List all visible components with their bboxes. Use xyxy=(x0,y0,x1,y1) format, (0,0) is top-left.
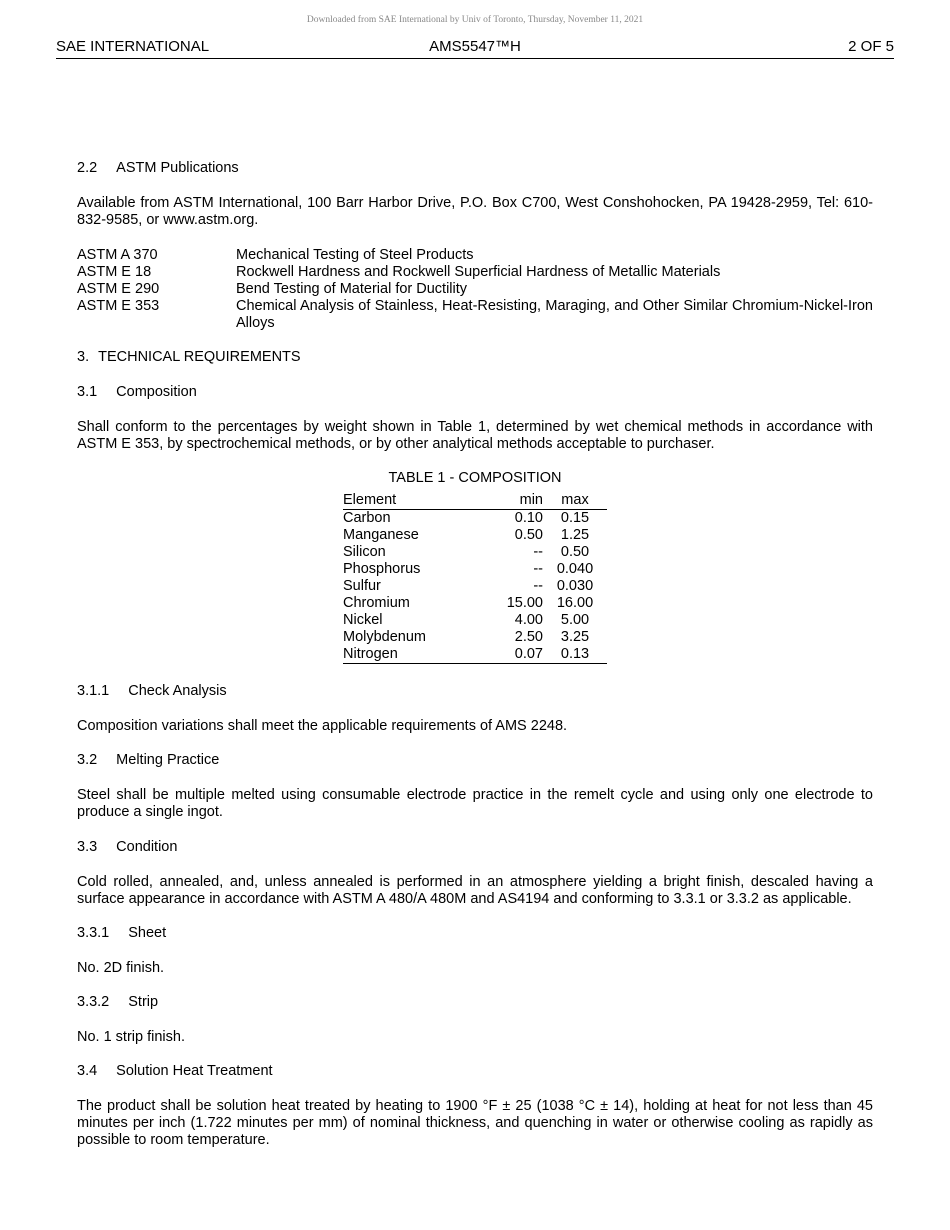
element-cell: Carbon xyxy=(343,510,391,526)
reference-code: ASTM E 290 xyxy=(77,281,160,297)
element-cell: Molybdenum xyxy=(343,629,427,645)
section-number: 3.3.2 xyxy=(77,994,110,1010)
section-3-3-2-text: No. 1 strip finish. xyxy=(77,1029,185,1045)
table-row xyxy=(343,595,607,612)
table-row xyxy=(343,544,607,561)
min-cell: 0.07 xyxy=(491,646,543,664)
composition-table xyxy=(343,492,607,664)
section-number: 3. xyxy=(77,349,90,365)
section-title: Strip xyxy=(128,994,159,1010)
table-row xyxy=(343,629,607,646)
section-2-2-heading xyxy=(77,160,239,177)
max-cell: 3.25 xyxy=(560,629,590,645)
section-title: Sheet xyxy=(128,925,167,941)
header-doc-number: AMS5547™H xyxy=(429,38,521,55)
min-cell: 2.50 xyxy=(514,629,543,645)
download-watermark: Downloaded from SAE International by Univ of Toronto, Thursday, November 11, 2021 xyxy=(306,15,644,25)
reference-title: Mechanical Testing of Steel Products xyxy=(236,247,474,263)
max-cell: 0.030 xyxy=(556,578,594,594)
section-3-1-1-text: Composition variations shall meet the applicable requirements of AMS 2248. xyxy=(77,718,568,734)
max-cell: 0.040 xyxy=(556,561,594,577)
section-title: Check Analysis xyxy=(128,683,227,699)
element-cell: Nickel xyxy=(343,612,383,628)
section-3-3-2-heading xyxy=(77,994,158,1011)
table-title: TABLE 1 - COMPOSITION xyxy=(388,470,562,486)
min-cell: -- xyxy=(533,578,543,594)
section-title: Solution Heat Treatment xyxy=(116,1063,273,1079)
max-cell: 0.13 xyxy=(543,646,607,664)
section-number: 3.4 xyxy=(77,1063,98,1079)
section-3-3-heading xyxy=(77,839,177,856)
section-3-2-text: Steel shall be multiple melted using consumable electrode practice in the remelt cycle and using only one electrode to produce a single ingot. xyxy=(77,787,873,820)
max-cell: 16.00 xyxy=(556,595,594,611)
section-3-3-1-text: No. 2D finish. xyxy=(77,960,165,976)
min-cell: 0.50 xyxy=(514,527,543,543)
min-cell: -- xyxy=(533,544,543,560)
max-cell: 0.15 xyxy=(560,510,590,526)
table-header-row xyxy=(343,492,607,510)
section-3-2-heading xyxy=(77,752,219,769)
max-cell: 1.25 xyxy=(560,527,590,543)
element-cell: Manganese xyxy=(343,527,419,543)
section-number: 3.3 xyxy=(77,839,98,855)
element-cell: Sulfur xyxy=(343,578,381,594)
element-cell: Chromium xyxy=(343,595,410,611)
element-cell: Nitrogen xyxy=(343,646,491,664)
section-2-2-text: Available from ASTM International, 100 Barr Harbor Drive, P.O. Box C700, West Conshohocken, PA 19428-2959, Tel: 610-832-9585, or www.astm.org. xyxy=(77,195,873,228)
header-page-number: 2 OF 5 xyxy=(848,38,894,55)
max-cell: 5.00 xyxy=(560,612,590,628)
section-3-4-heading xyxy=(77,1063,273,1080)
header-org: SAE INTERNATIONAL xyxy=(56,38,210,55)
section-3-1-heading xyxy=(77,384,197,401)
table-row xyxy=(343,578,607,595)
section-3-3-text: Cold rolled, annealed, and, unless annealed is performed in an atmosphere yielding a bright finish, descaled having a surface appearance in accordance with ASTM A 480/A 480M and AS4194 and conforming to 3.3.1 or 3.3.2 as applicable. xyxy=(77,874,873,907)
section-title: ASTM Publications xyxy=(116,160,239,176)
element-cell: Phosphorus xyxy=(343,561,421,577)
min-cell: 0.10 xyxy=(514,510,543,526)
table-row xyxy=(343,527,607,544)
section-number: 2.2 xyxy=(77,160,98,176)
section-number: 3.2 xyxy=(77,752,98,768)
section-title: Composition xyxy=(116,384,197,400)
column-header: max xyxy=(543,492,607,510)
column-header: Element xyxy=(343,492,491,510)
section-3-3-1-heading xyxy=(77,925,166,942)
column-header: min xyxy=(491,492,543,510)
section-number: 3.1 xyxy=(77,384,98,400)
min-cell: 4.00 xyxy=(514,612,543,628)
section-3-1-text: Shall conform to the percentages by weight shown in Table 1, determined by wet chemical methods in accordance with ASTM E 353, by spectrochemical methods, or by other analytical methods acceptable to purchaser. xyxy=(77,419,873,452)
section-title: TECHNICAL REQUIREMENTS xyxy=(98,349,301,365)
table-row xyxy=(343,510,607,528)
section-3-1-1-heading xyxy=(77,683,227,700)
min-cell: -- xyxy=(533,561,543,577)
section-3-heading xyxy=(77,349,301,366)
table-row xyxy=(343,561,607,578)
section-number: 3.3.1 xyxy=(77,925,110,941)
reference-title: Chemical Analysis of Stainless, Heat-Resisting, Maraging, and Other Similar Chromium-Nickel-Iron Alloys xyxy=(236,298,873,331)
element-cell: Silicon xyxy=(343,544,386,560)
min-cell: 15.00 xyxy=(506,595,543,611)
section-title: Condition xyxy=(116,839,178,855)
max-cell: 0.50 xyxy=(560,544,590,560)
reference-code: ASTM E 353 xyxy=(77,298,160,314)
reference-title: Bend Testing of Material for Ductility xyxy=(236,281,468,297)
table-row xyxy=(343,612,607,629)
section-title: Melting Practice xyxy=(116,752,220,768)
table-row xyxy=(343,646,607,664)
reference-code: ASTM A 370 xyxy=(77,247,158,263)
page-header xyxy=(56,38,894,59)
section-number: 3.1.1 xyxy=(77,683,110,699)
reference-title: Rockwell Hardness and Rockwell Superficial Hardness of Metallic Materials xyxy=(236,264,721,280)
section-3-4-text: The product shall be solution heat treated by heating to 1900 °F ± 25 (1038 °C ± 14), holding at heat for not less than 45 minutes per inch (1.722 minutes per mm) of nominal thickness, and quenching in water or otherwise cooling as rapidly as possible to room temperature. xyxy=(77,1098,873,1148)
reference-code: ASTM E 18 xyxy=(77,264,152,280)
